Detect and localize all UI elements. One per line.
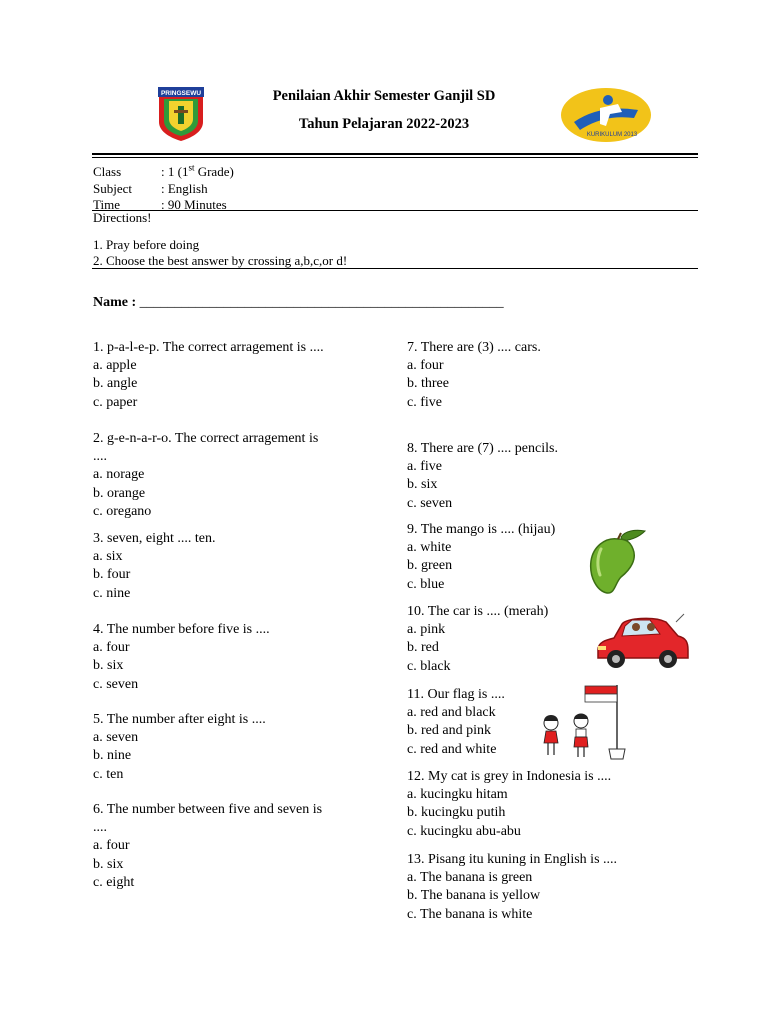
student-name-field[interactable]	[93, 295, 504, 311]
question-text: 13. Pisang itu kuning in English is ....	[407, 852, 618, 867]
option-a[interactable]: a. white	[407, 540, 452, 556]
question-text: 9. The mango is .... (hijau)	[407, 522, 556, 537]
option-c[interactable]: c. paper	[93, 394, 138, 410]
header-divider-thin	[92, 157, 698, 158]
class-label: Class	[93, 164, 122, 180]
option-b[interactable]: b. orange	[93, 485, 146, 501]
option-b[interactable]: b. red and pink	[407, 723, 491, 739]
question-text: 5. The number after eight is ....	[93, 712, 266, 727]
option-c[interactable]: c. nine	[93, 585, 131, 601]
logo-left-text: PRINGSEWU	[160, 90, 202, 97]
subject-value: : English	[161, 180, 208, 196]
direction-item-1: 1. Pray before doing	[93, 237, 200, 252]
option-a[interactable]: a. apple	[93, 358, 137, 374]
option-c[interactable]: c. oregano	[93, 503, 152, 519]
question-text: 8. There are (7) .... pencils.	[407, 441, 558, 456]
option-c[interactable]: c. black	[407, 658, 451, 674]
question-text: 11. Our flag is ....	[407, 687, 505, 702]
option-c[interactable]: c. blue	[407, 576, 445, 592]
direction-item-2: 2. Choose the best answer by crossing a,b,c,or d!	[93, 253, 348, 268]
option-a[interactable]: a. six	[93, 549, 123, 565]
question-4	[93, 621, 378, 694]
subject-label: Subject	[93, 180, 132, 196]
flag-kids-illustration	[537, 683, 635, 761]
option-a[interactable]: a. five	[407, 459, 442, 475]
mango-illustration	[585, 527, 655, 595]
question-text-cont: ....	[93, 449, 107, 465]
directions-heading: Directions!	[93, 210, 152, 225]
question-1	[93, 339, 378, 412]
question-text: 1. p-a-l-e-p. The correct arragement is ....	[93, 340, 324, 355]
red-car-illustration	[594, 612, 690, 674]
info-divider	[92, 210, 698, 211]
logo-right-text: KURIKULUM 2013	[586, 132, 638, 138]
question-6	[93, 801, 378, 892]
option-a[interactable]: a. pink	[407, 622, 446, 638]
option-c[interactable]: c. five	[407, 394, 442, 410]
option-b[interactable]: b. six	[407, 477, 438, 493]
question-8	[407, 440, 647, 513]
option-b[interactable]: b. kucingku putih	[407, 805, 506, 821]
question-5	[93, 711, 378, 784]
option-a[interactable]: a. The banana is green	[407, 870, 533, 886]
option-c[interactable]: c. red and white	[407, 741, 497, 757]
option-b[interactable]: b. three	[407, 376, 449, 392]
question-text: 3. seven, eight .... ten.	[93, 531, 216, 546]
question-text: 7. There are (3) .... cars.	[407, 340, 541, 355]
name-label: Name :	[93, 295, 137, 310]
option-b[interactable]: b. The banana is yellow	[407, 888, 541, 904]
option-b[interactable]: b. red	[407, 640, 439, 656]
option-a[interactable]: a. norage	[93, 467, 145, 483]
option-a[interactable]: a. red and black	[407, 705, 496, 721]
time-value: : 90 Minutes	[161, 197, 227, 213]
question-text-cont: ....	[93, 820, 107, 836]
name-line: ____________________________________________________	[139, 295, 504, 310]
option-a[interactable]: a. four	[93, 838, 130, 854]
option-a[interactable]: a. four	[93, 640, 130, 656]
question-text: 12. My cat is grey in Indonesia is ....	[407, 769, 612, 784]
option-c[interactable]: c. seven	[93, 676, 139, 692]
option-b[interactable]: b. six	[93, 658, 124, 674]
question-text: 4. The number before five is ....	[93, 622, 270, 637]
question-7	[407, 339, 647, 412]
exam-year: Tahun Pelajaran 2022-2023	[298, 116, 470, 132]
option-b[interactable]: b. nine	[93, 748, 132, 764]
question-13	[407, 851, 647, 924]
exam-info	[93, 160, 234, 214]
directions-divider	[92, 268, 698, 269]
option-b[interactable]: b. six	[93, 856, 124, 872]
question-3	[93, 530, 378, 603]
option-b[interactable]: b. angle	[93, 376, 138, 392]
option-c[interactable]: c. ten	[93, 766, 124, 782]
question-text: 2. g-e-n-a-r-o. The correct arragement is	[93, 431, 319, 446]
option-a[interactable]: a. four	[407, 358, 444, 374]
option-b[interactable]: b. green	[407, 558, 453, 574]
question-2	[93, 430, 378, 521]
option-a[interactable]: a. seven	[93, 730, 139, 746]
option-c[interactable]: c. seven	[407, 495, 453, 511]
option-c[interactable]: c. The banana is white	[407, 906, 533, 922]
option-a[interactable]: a. kucingku hitam	[407, 787, 508, 803]
option-b[interactable]: b. four	[93, 567, 131, 583]
option-c[interactable]: c. kucingku abu-abu	[407, 823, 521, 839]
question-text: 6. The number between five and seven is	[93, 802, 323, 817]
class-value: : 1 (1st Grade)	[161, 163, 234, 180]
time-label: Time	[93, 197, 120, 213]
option-c[interactable]: c. eight	[93, 874, 135, 890]
exam-title: Penilaian Akhir Semester Ganjil SD	[272, 88, 496, 104]
question-12	[407, 768, 647, 841]
header-divider-thick	[92, 153, 698, 155]
question-text: 10. The car is .... (merah)	[407, 604, 549, 619]
